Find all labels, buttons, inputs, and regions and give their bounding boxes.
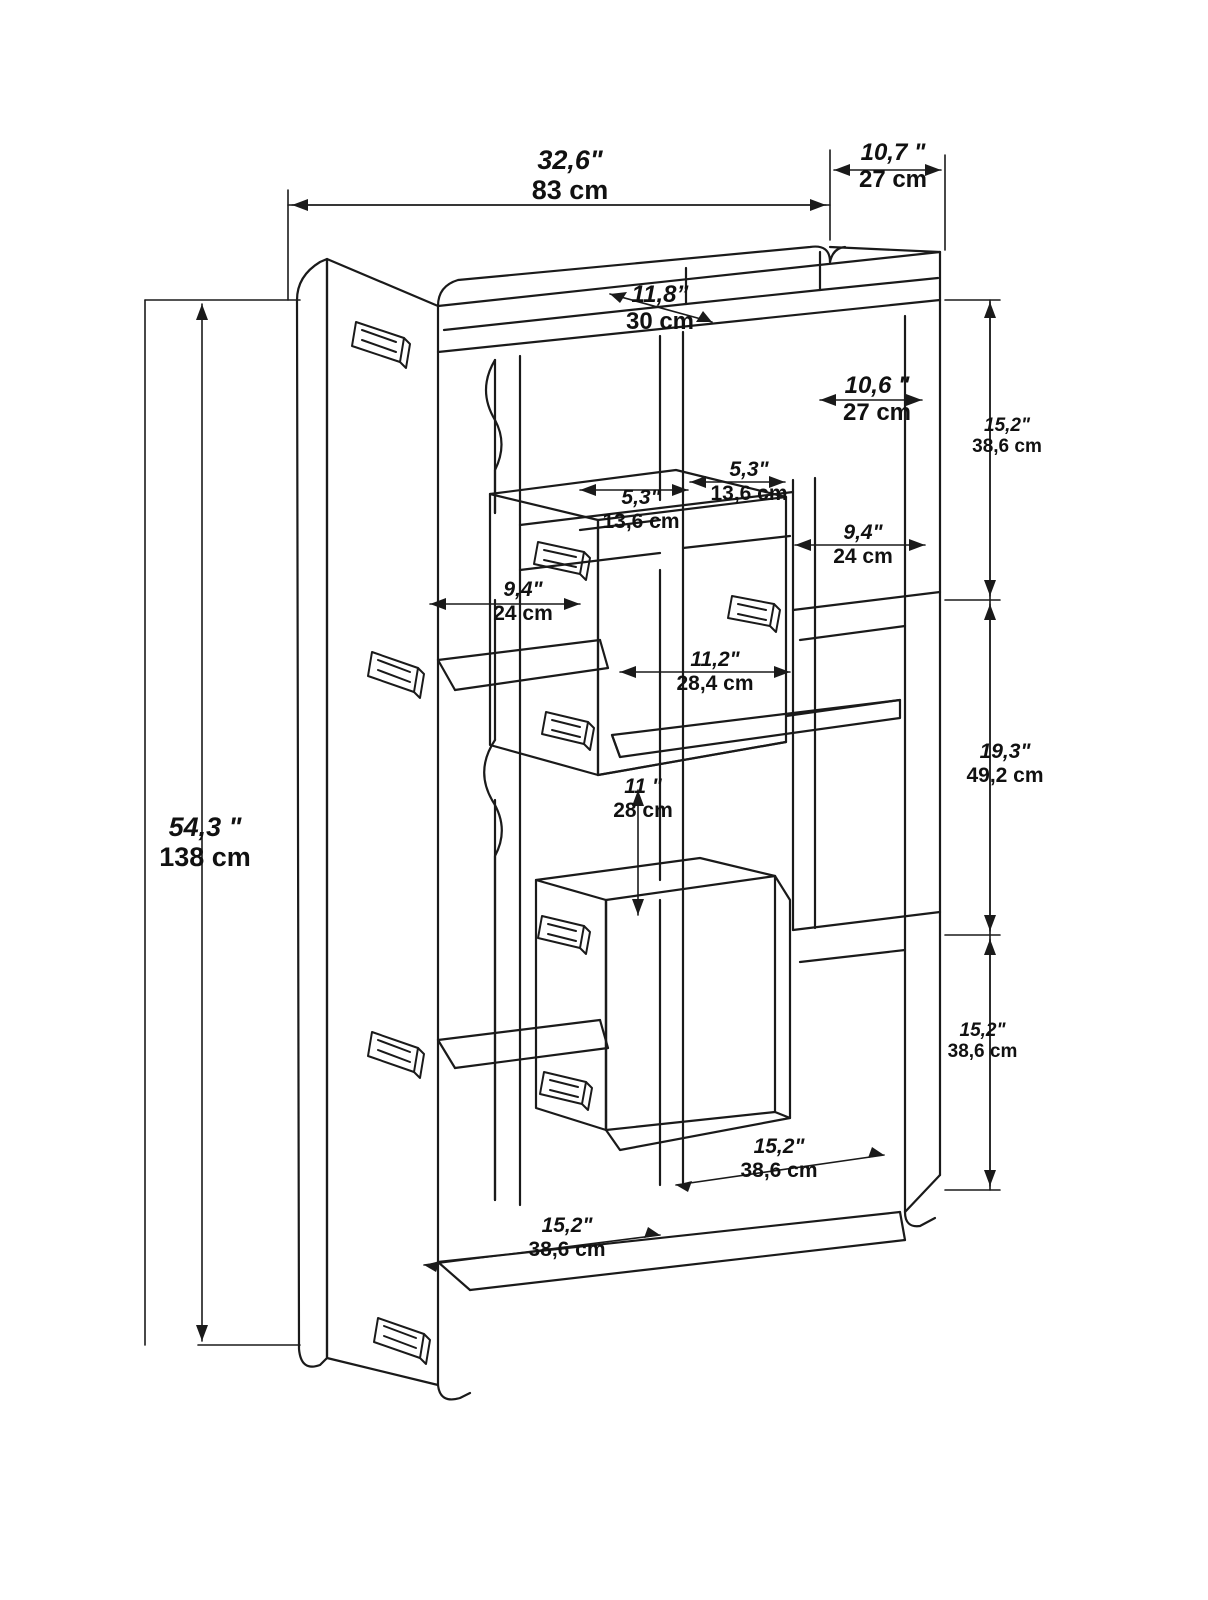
dimension-drawer-width [650,648,780,695]
dimension-small-compartment-a [586,486,696,533]
dimension-middle-section-height [950,740,1060,787]
dimension-overall-width [460,145,680,205]
dimension-bay-width-right [714,1135,844,1182]
dimension-value-cm: 13,6 cm [602,509,680,533]
dimension-value-cm: 38,6 cm [972,436,1042,458]
dimension-lines [145,150,1000,1345]
dimension-value-inch: 32,6" [537,145,603,175]
lower-open-drawer [536,858,790,1150]
dimension-value-inch: 15,2" [959,1020,1006,1041]
dimension-value-inch: 10,6 " [844,372,910,399]
dimension-drawer-height [588,775,698,822]
dimension-top-shelf-depth [600,282,720,336]
dimension-value-inch: 5,3" [621,486,661,509]
dimension-overall-depth [833,140,953,194]
dimension-value-inch: 9,4" [503,578,543,601]
dimension-side-depth [818,373,936,427]
dimension-value-inch: 11,8” [631,281,689,308]
dimension-value-inch: 5,3" [729,458,769,481]
dimension-value-cm: 13,6 cm [710,481,788,505]
dimension-value-inch: 15,2" [541,1214,593,1237]
dimension-value-inch: 11,2" [690,648,740,671]
dimension-value-inch: 10,7 " [860,139,926,166]
dimension-overall-height [130,812,280,872]
dimension-drawer-depth-left [468,578,578,625]
dimension-value-inch: 19,3" [979,740,1031,763]
dimension-value-cm: 30 cm [625,307,695,335]
dimension-value-cm: 38,6 cm [947,1041,1018,1063]
dimension-lower-section-height [930,1020,1035,1063]
dimension-value-inch: 15,2" [984,415,1030,436]
dimension-value-cm: 28,4 cm [676,671,754,695]
dimension-value-cm: 27 cm [842,398,912,426]
dimension-value-cm: 27 cm [858,165,928,193]
dimension-drawer-depth-right [808,521,918,568]
dimension-value-cm: 24 cm [833,544,893,568]
dimension-small-compartment-b [694,458,804,505]
dimension-bay-width-left [502,1214,632,1261]
dimension-value-inch: 54,3 " [168,812,242,842]
dimension-value-inch: 9,4" [843,521,883,544]
dimension-value-inch: 11 " [624,775,662,798]
dimension-value-cm: 38,6 cm [528,1237,606,1261]
dimension-value-cm: 49,2 cm [966,763,1044,787]
dimension-value-cm: 138 cm [159,842,251,873]
dimension-value-inch: 15,2" [753,1135,805,1158]
dimension-value-cm: 83 cm [531,175,609,206]
dimension-value-cm: 38,6 cm [740,1158,818,1182]
dimension-value-cm: 28 cm [613,798,673,822]
dimension-value-cm: 24 cm [493,601,553,625]
dimension-upper-section-height [957,415,1057,458]
